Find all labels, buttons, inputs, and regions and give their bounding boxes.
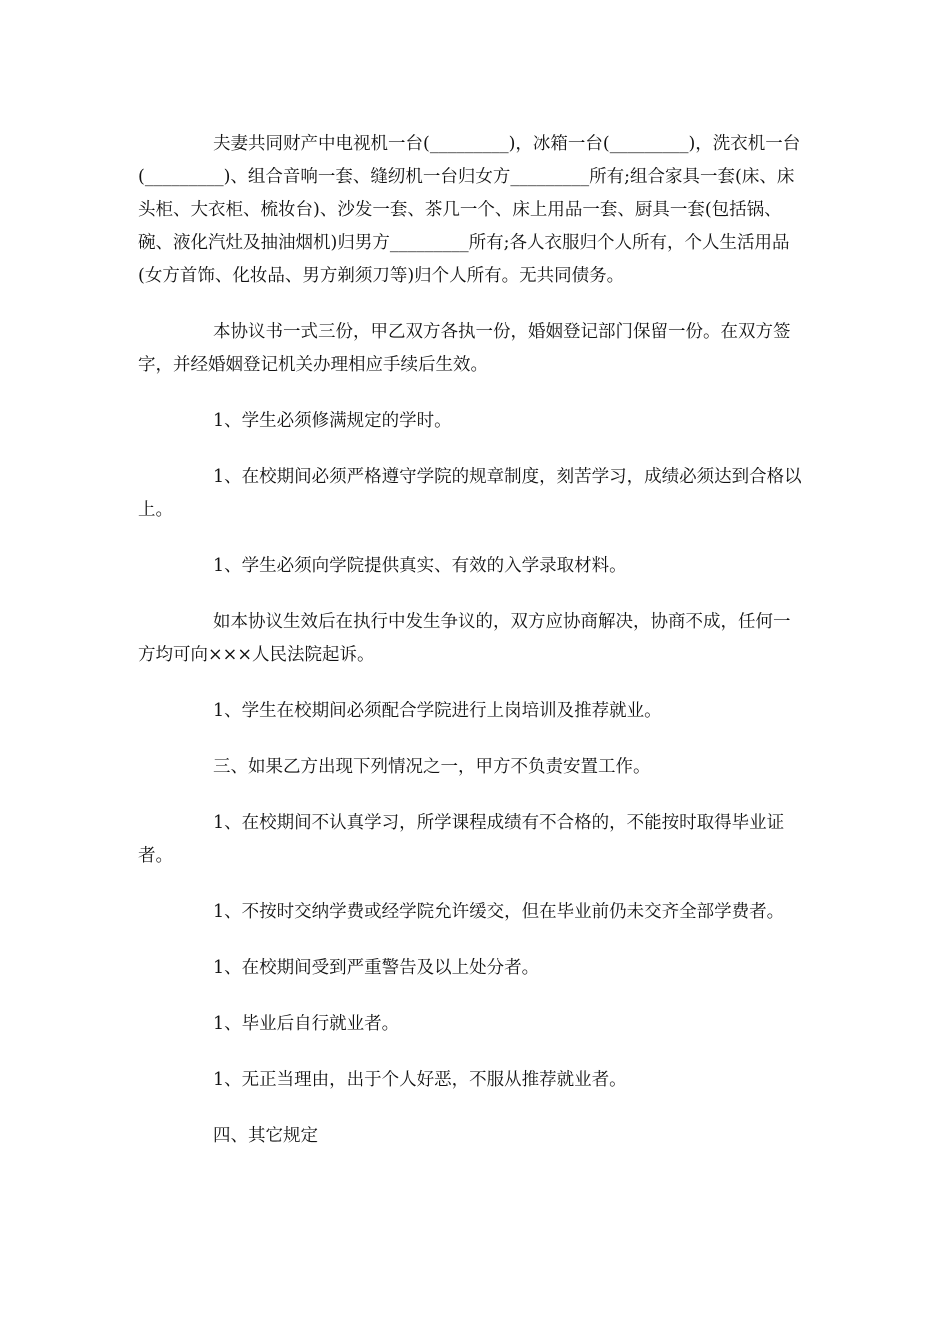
paragraph-disciplinary: 1、在校期间受到严重警告及以上处分者。 — [213, 958, 540, 978]
paragraph-admission-materials: 1、学生必须向学院提供真实、有效的入学录取材料。 — [213, 556, 627, 576]
paragraph-dispute: 如本协议生效后在执行中发生争议的，双方应协商解决，协商不成，任何一方均可向×××人民法院起诉。 — [138, 612, 791, 665]
section-heading-four: 四、其它规定 — [213, 1126, 318, 1146]
paragraph-property-division: 夫妻共同财产中电视机一台(_________)，冰箱一台(_________)，洗衣机一台(_________)、组合音响一套、缝纫机一台归女方_________所有;组合家具一套(床、床头柜、大衣柜、梳妆台)、沙发一套、茶几一个、床上用品一套、厨具一套(包括锅、碗、液化汽灶及抽油烟机)归男方_________所有;各人衣服归个人所有，个人生活用品(女方首饰、化妆品、男方剃须刀等)归个人所有。无共同债务。 — [138, 134, 801, 286]
paragraph-unpaid-fees: 1、不按时交纳学费或经学院允许缓交，但在毕业前仍未交齐全部学费者。 — [213, 902, 785, 922]
paragraph-school-rules: 1、在校期间必须严格遵守学院的规章制度，刻苦学习，成绩必须达到合格以上。 — [138, 467, 802, 520]
paragraph-credit-hours: 1、学生必须修满规定的学时。 — [213, 411, 452, 431]
paragraph-copies: 本协议书一式三份，甲乙双方各执一份，婚姻登记部门保留一份。在双方签字，并经婚姻登记机关办理相应手续后生效。 — [138, 322, 791, 375]
paragraph-refuse-placement: 1、无正当理由，出于个人好恶，不服从推荐就业者。 — [213, 1070, 627, 1090]
paragraph-job-training: 1、学生在校期间必须配合学院进行上岗培训及推荐就业。 — [213, 701, 662, 721]
paragraph-self-employment: 1、毕业后自行就业者。 — [213, 1014, 400, 1034]
paragraph-failing-courses: 1、在校期间不认真学习，所学课程成绩有不合格的，不能按时取得毕业证者。 — [138, 813, 785, 866]
section-heading-three: 三、如果乙方出现下列情况之一，甲方不负责安置工作。 — [213, 757, 651, 777]
document-body — [138, 128, 806, 1176]
